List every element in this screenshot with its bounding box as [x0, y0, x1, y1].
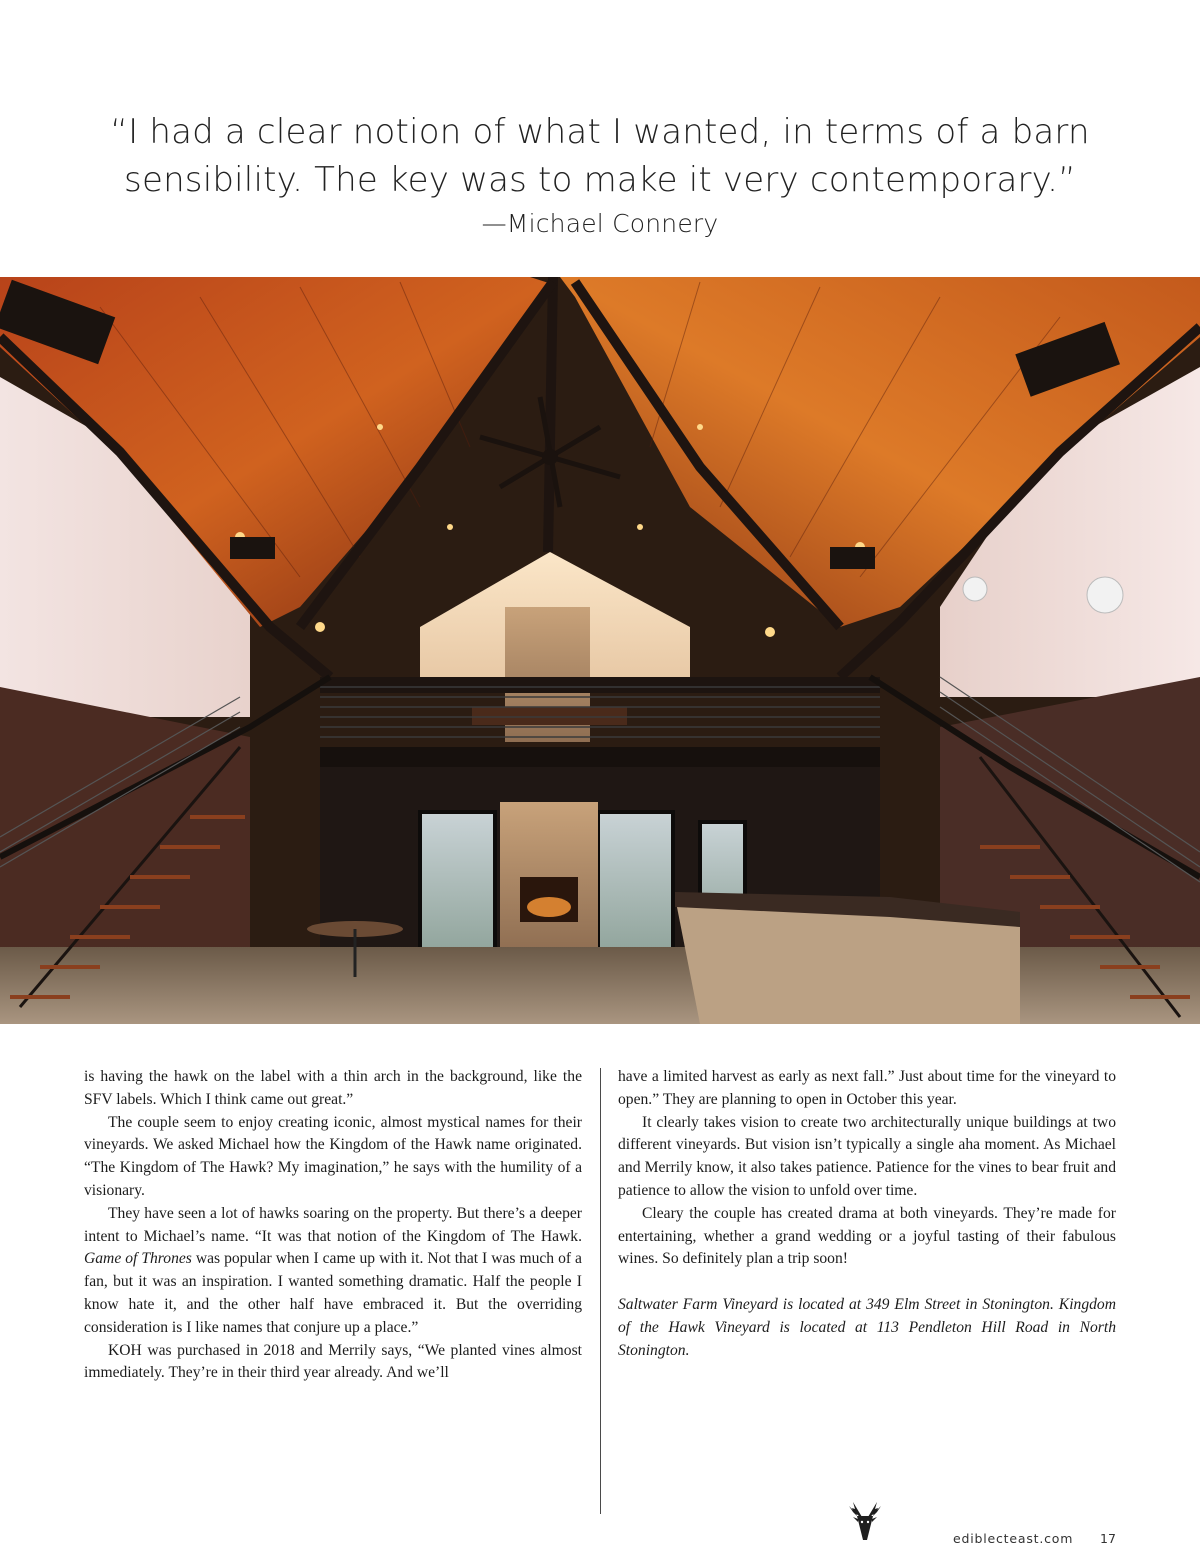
pull-quote — [0, 108, 1200, 242]
left-column — [84, 1066, 582, 1385]
barn-interior-illustration — [0, 277, 1200, 1024]
left-paragraph-3 — [84, 1203, 582, 1340]
location-credit: Saltwater Farm Vineyard is located at 349 Elm Street in Stonington. Kingdom of the Hawk Vineyard is located at 113 Pendleton Hill Road in North Stonington. — [618, 1295, 1116, 1359]
column-divider — [600, 1068, 601, 1514]
stag-head-icon — [843, 1500, 887, 1542]
left-paragraph-1: is having the hawk on the label with a thin arch in the background, like the SFV labels. Which I think came out great.” — [84, 1068, 582, 1108]
pull-quote-line-2: sensibility. The key was to make it very contemporary.” — [124, 160, 1076, 200]
left-paragraph-2: The couple seem to enjoy creating iconic, almost mystical names for their vineyards. We asked Michael how the Kingdom of the Hawk name originated. “The Kingdom of The Hawk? My imagination,” he says with the humility of a visionary. — [84, 1113, 582, 1199]
right-paragraph-1: have a limited harvest as early as next fall.” Just about time for the vineyard to open.” They are planning to open in October this year. — [618, 1068, 1116, 1108]
left-paragraph-3-title: Game of Thrones — [84, 1250, 192, 1268]
right-paragraph-2: It clearly takes vision to create two architecturally unique buildings at two different vineyards. But vision isn’t typically a single aha moment. As Michael and Merrily know, it also takes patience. Patience for the vines to bear fruit and patience to allow the vision to unfold over time. — [618, 1113, 1116, 1199]
pull-quote-attribution: —Michael Connery — [481, 209, 719, 238]
left-paragraph-3-text-b: was popular when I came up with it. Not that I was much of a fan, but it was an inspiration. I wanted something dramatic. Half the people I know hate it, and the other half have embraced it. But the overriding consideration is I like names that conjure up a place.” — [84, 1250, 582, 1336]
page-number: 17 — [1100, 1531, 1116, 1546]
footer-site: ediblecteast.com — [953, 1531, 1074, 1546]
left-paragraph-4: KOH was purchased in 2018 and Merrily says, “We planted vines almost immediately. They’re in their third year already. And we’ll — [84, 1341, 582, 1382]
right-column — [618, 1066, 1116, 1362]
pull-quote-line-1: “I had a clear notion of what I wanted, in terms of a barn — [110, 112, 1090, 152]
barn-interior-photo — [0, 277, 1200, 1024]
left-paragraph-3-text-a: They have seen a lot of hawks soaring on the property. But there’s a deeper intent to Michael’s name. “It was that notion of the Kingdom of The Hawk. — [84, 1204, 582, 1245]
right-paragraph-3: Cleary the couple has created drama at both vineyards. They’re made for entertaining, whether a grand wedding or a joyful tasting of their fabulous wines. So definitely plan a trip soon! — [618, 1204, 1116, 1268]
